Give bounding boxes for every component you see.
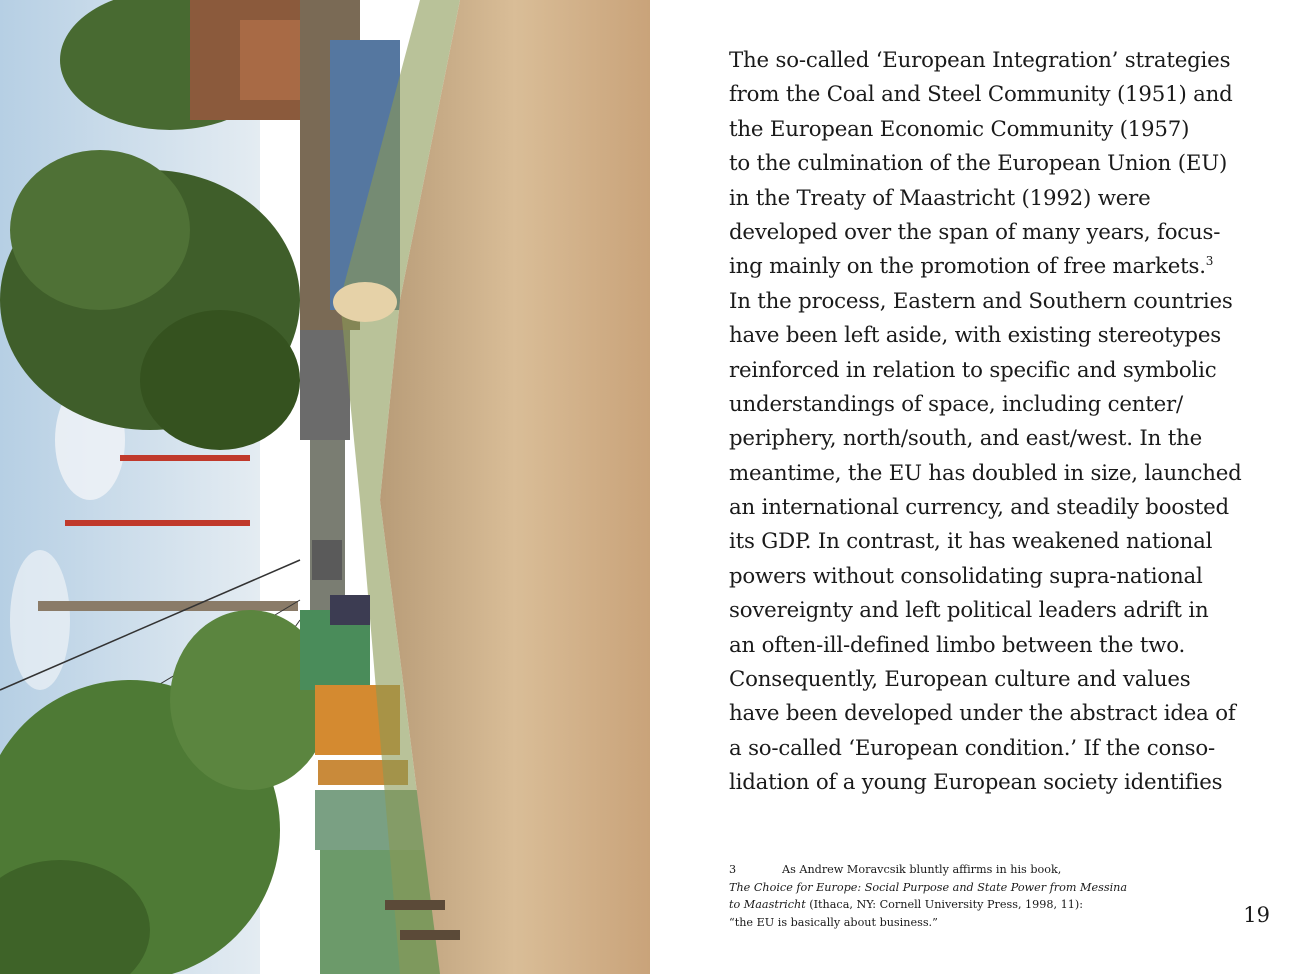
text-line: in the Treaty of Maastricht (1992) were [729,185,1151,211]
text-line: understandings of space, including center/ [729,391,1183,417]
text-line-with-footnote [729,250,1289,284]
footnote-reference[interactable]: 3 [1205,254,1214,269]
footnote-number: 3 [729,863,737,876]
text-line: to the culmination of the European Union (EU) [729,151,1228,177]
text-line: ing mainly on the promotion of free markets. [729,254,1206,280]
text-line: the European Economic Community (1957) [729,116,1190,142]
text-line: meantime, the EU has doubled in size, launched [729,460,1242,486]
text-line: lidation of a young European society identifies [729,770,1223,796]
footnote [729,861,1189,931]
footnote-book-title: The Choice for Europe: Social Purpose and State Power from Messina [729,880,1128,894]
text-page [650,0,1299,974]
text-line: reinforced in relation to specific and symbolic [729,357,1217,383]
footnote-publication: (Ithaca, NY: Cornell University Press, 1998, 11): [805,898,1084,912]
text-line: In the process, Eastern and Southern countries [729,288,1233,314]
text-line: its GDP. In contrast, it has weakened national [729,529,1213,555]
footnote-line [729,896,1189,914]
page-number: 19 [1243,903,1270,927]
text-line: from the Coal and Steel Community (1951) and [729,82,1233,108]
text-line: sovereignty and left political leaders adrift in [729,598,1209,624]
footnote-line [729,861,1189,879]
text-line: a so-called ‘European condition.’ If the conso- [729,735,1215,761]
text-line: have been developed under the abstract idea of [729,701,1236,727]
text-line: developed over the span of many years, focus- [729,219,1221,245]
text-line: The so-called ‘European Integration’ strategies [729,48,1231,73]
text-line: an international currency, and steadily boosted [729,495,1229,521]
text-line: periphery, north/south, and east/west. In the [729,426,1202,452]
footnote-quote: “the EU is basically about business.” [729,915,938,929]
text-line: have been left aside, with existing stereotypes [729,323,1221,349]
body-paragraph [729,44,1289,801]
text-line: Consequently, European culture and values [729,667,1191,693]
text-line: an often-ill-defined limbo between the two. [729,632,1186,658]
footnote-text: As Andrew Moravcsik bluntly affirms in his book, [782,863,1062,876]
text-line: powers without consolidating supra-national [729,563,1203,589]
footnote-book-title-end: to Maastricht [729,898,806,912]
